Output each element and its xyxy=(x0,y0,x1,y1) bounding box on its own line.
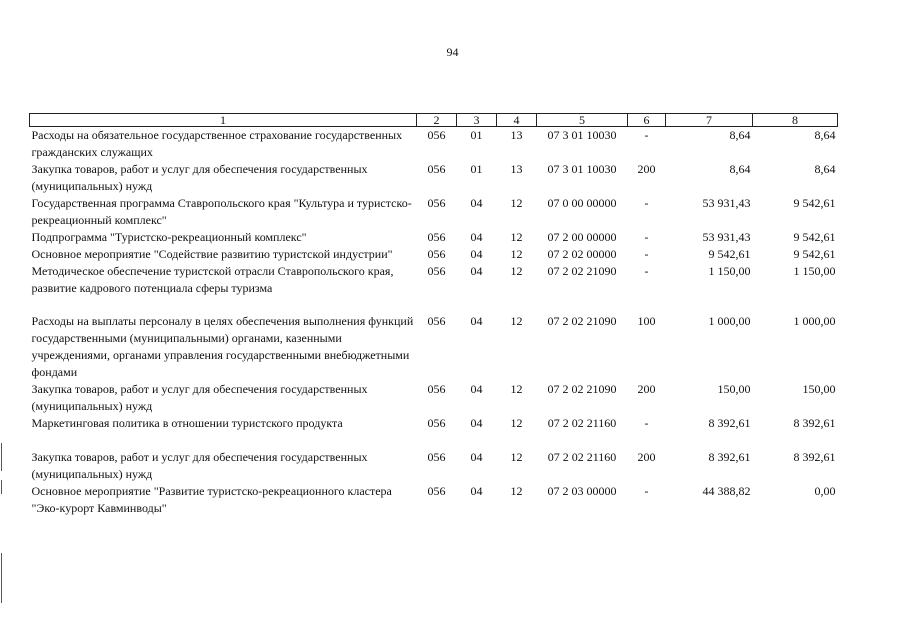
row-amount-2: 1 150,00 xyxy=(793,264,836,278)
row-target-item: 07 2 03 00000 xyxy=(547,484,617,498)
row-name: Закупка товаров, работ и услуг для обеспечения государственных (муниципальных) нужд xyxy=(31,382,368,413)
row-subsection: 12 xyxy=(510,484,523,498)
row-target-item: 07 3 01 10030 xyxy=(547,162,617,176)
row-amount-2: 0,00 xyxy=(814,484,836,498)
row-ministry-code: 056 xyxy=(427,128,446,142)
row-amount-2: 8,64 xyxy=(814,128,836,142)
row-amount-2: 8,64 xyxy=(814,162,836,176)
table-row xyxy=(30,415,838,449)
row-amount-1: 8 392,61 xyxy=(708,450,751,464)
row-ministry-code: 056 xyxy=(427,416,446,430)
row-amount-2: 8 392,61 xyxy=(793,450,836,464)
row-expense-type: - xyxy=(644,128,649,142)
row-amount-1: 1 150,00 xyxy=(708,264,751,278)
scan-edge-mark xyxy=(1,443,2,471)
column-header-4: 4 xyxy=(497,114,537,127)
row-expense-type: - xyxy=(644,247,649,261)
table-row xyxy=(30,161,838,195)
row-section: 01 xyxy=(470,162,483,176)
row-target-item: 07 2 00 00000 xyxy=(547,230,617,244)
row-expense-type: - xyxy=(644,416,649,430)
row-name: Закупка товаров, работ и услуг для обеспечения государственных (муниципальных) нужд xyxy=(31,162,368,193)
row-section: 04 xyxy=(470,450,483,464)
row-ministry-code: 056 xyxy=(427,247,446,261)
row-amount-2: 9 542,61 xyxy=(793,247,836,261)
row-amount-1: 150,00 xyxy=(717,382,751,396)
column-header-6: 6 xyxy=(628,114,666,127)
row-expense-type: 200 xyxy=(637,162,656,176)
scan-edge-mark xyxy=(1,553,2,603)
row-target-item: 07 2 02 21160 xyxy=(547,416,617,430)
column-header-7: 7 xyxy=(666,114,753,127)
row-name: Закупка товаров, работ и услуг для обеспечения государственных (муниципальных) нужд xyxy=(31,450,368,481)
table-header-row xyxy=(30,114,838,127)
row-ministry-code: 056 xyxy=(427,484,446,498)
row-amount-2: 9 542,61 xyxy=(793,230,836,244)
row-ministry-code: 056 xyxy=(427,314,446,328)
row-subsection: 13 xyxy=(510,128,523,142)
row-name: Методическое обеспечение туристской отрасли Ставропольского края, развитие кадрового потенциала сферы туризма xyxy=(31,264,394,295)
row-subsection: 12 xyxy=(510,230,523,244)
table-row xyxy=(30,195,838,229)
row-subsection: 13 xyxy=(510,162,523,176)
row-target-item: 07 2 02 00000 xyxy=(547,247,617,261)
table-row xyxy=(30,246,838,263)
row-section: 04 xyxy=(470,382,483,396)
row-target-item: 07 3 01 10030 xyxy=(547,128,617,142)
row-name: Государственная программа Ставропольского края "Культура и туристско-рекреационный комплекс" xyxy=(31,196,412,227)
row-ministry-code: 056 xyxy=(427,450,446,464)
table-row xyxy=(30,381,838,415)
row-target-item: 07 2 02 21090 xyxy=(547,264,617,278)
row-ministry-code: 056 xyxy=(427,162,446,176)
row-target-item: 07 2 02 21090 xyxy=(547,314,617,328)
row-ministry-code: 056 xyxy=(427,382,446,396)
row-subsection: 12 xyxy=(510,450,523,464)
row-amount-1: 8,64 xyxy=(729,128,751,142)
row-amount-1: 8,64 xyxy=(729,162,751,176)
column-header-5: 5 xyxy=(537,114,628,127)
row-subsection: 12 xyxy=(510,247,523,261)
scan-edge-mark xyxy=(1,480,2,494)
row-subsection: 12 xyxy=(510,196,523,210)
row-subsection: 12 xyxy=(510,382,523,396)
row-amount-2: 9 542,61 xyxy=(793,196,836,210)
table-row xyxy=(30,127,838,162)
row-amount-1: 8 392,61 xyxy=(708,416,751,430)
row-subsection: 12 xyxy=(510,314,523,328)
table-row xyxy=(30,313,838,381)
row-target-item: 07 2 02 21090 xyxy=(547,382,617,396)
row-ministry-code: 056 xyxy=(427,264,446,278)
row-expense-type: 200 xyxy=(637,450,656,464)
row-amount-1: 9 542,61 xyxy=(708,247,751,261)
row-subsection: 12 xyxy=(510,416,523,430)
row-name: Основное мероприятие "Развитие туристско-рекреационного кластера "Эко-курорт Кавминводы" xyxy=(31,484,392,515)
row-section: 04 xyxy=(470,416,483,430)
row-expense-type: - xyxy=(644,230,649,244)
row-amount-2: 8 392,61 xyxy=(793,416,836,430)
row-section: 04 xyxy=(470,196,483,210)
row-ministry-code: 056 xyxy=(427,196,446,210)
row-ministry-code: 056 xyxy=(427,230,446,244)
page-number: 94 xyxy=(446,45,459,59)
row-amount-1: 44 388,82 xyxy=(702,484,751,498)
row-amount-2: 150,00 xyxy=(802,382,836,396)
row-section: 04 xyxy=(470,230,483,244)
row-section: 04 xyxy=(470,264,483,278)
row-amount-2: 1 000,00 xyxy=(793,314,836,328)
row-target-item: 07 0 00 00000 xyxy=(547,196,617,210)
table-row xyxy=(30,449,838,483)
column-header-2: 2 xyxy=(417,114,457,127)
table-row xyxy=(30,263,838,313)
column-header-3: 3 xyxy=(457,114,497,127)
row-target-item: 07 2 02 21160 xyxy=(547,450,617,464)
budget-table xyxy=(29,113,838,517)
row-section: 04 xyxy=(470,484,483,498)
row-amount-1: 53 931,43 xyxy=(702,230,751,244)
row-section: 04 xyxy=(470,247,483,261)
row-expense-type: - xyxy=(644,196,649,210)
column-header-1: 1 xyxy=(30,114,417,127)
row-expense-type: 100 xyxy=(637,314,656,328)
row-amount-1: 1 000,00 xyxy=(708,314,751,328)
row-name: Подпрограмма "Туристско-рекреационный комплекс" xyxy=(31,230,307,244)
row-expense-type: - xyxy=(644,484,649,498)
row-expense-type: - xyxy=(644,264,649,278)
row-section: 04 xyxy=(470,314,483,328)
row-section: 01 xyxy=(470,128,483,142)
table-row xyxy=(30,229,838,246)
row-name: Основное мероприятие "Содействие развитию туристской индустрии" xyxy=(31,247,393,261)
row-expense-type: 200 xyxy=(637,382,656,396)
column-header-8: 8 xyxy=(753,114,838,127)
row-subsection: 12 xyxy=(510,264,523,278)
table-row xyxy=(30,483,838,517)
row-name: Расходы на выплаты персоналу в целях обеспечения выполнения функций государственными (муниципальными) органами, казенными учреждениями, органами управления государственными внебюджетными фондами xyxy=(31,314,414,379)
row-name: Маркетинговая политика в отношении туристского продукта xyxy=(31,416,343,430)
row-name: Расходы на обязательное государственное страхование государственных гражданских служащих xyxy=(31,128,403,159)
row-amount-1: 53 931,43 xyxy=(702,196,751,210)
